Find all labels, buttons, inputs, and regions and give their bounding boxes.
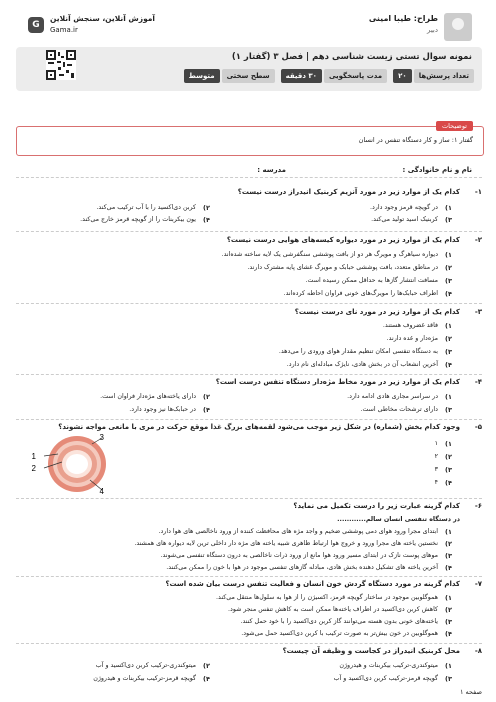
divider <box>16 643 482 644</box>
meta-value-count: ۲۰ <box>393 69 412 83</box>
question-number: ۶- <box>474 502 482 510</box>
question-text: محل کربنیک انیدراز در کجاست و وظیفه آن چیست؟ <box>282 647 460 655</box>
option-text[interactable]: میتوکندری-ترکیب بیکربنات و هیدروژن <box>339 662 438 669</box>
figure-label-4: 4 <box>99 487 104 496</box>
option-number: ۲) <box>445 606 452 614</box>
student-name-label: نام و نام خانوادگی : <box>402 166 472 174</box>
divider <box>16 498 482 499</box>
option-text[interactable]: مژه‌دار و غده دارند. <box>386 335 438 342</box>
option-number: ۳) <box>445 675 452 683</box>
option-number: ۱) <box>445 662 452 670</box>
gama-logo: G <box>28 17 44 33</box>
divider <box>16 231 482 232</box>
option-text[interactable]: فاقد غضروف هستند. <box>382 322 438 329</box>
esophagus-cross-section-figure <box>22 432 112 496</box>
option-text[interactable]: در مناطق متعدد، بافت پوششی حبابک و مویرگ غشای پایه مشترک دارند. <box>247 264 438 271</box>
question-text: وجود کدام بخش (شماره) در شکل زیر موجب می‌شود لقمه‌های بزرگ غذا موقع حرکت در مری با مانعی مواجه نشوند؟ <box>58 423 460 431</box>
option-number: ۳) <box>445 466 452 474</box>
question-number: ۷- <box>474 580 482 588</box>
option-text[interactable]: ابتدای مجرا ورود هوای دمی پوششی ضخیم و واجد مژه های محافظت کننده از ورود ناخالصی های هوا دارد. <box>158 528 438 535</box>
option-text[interactable]: ۲ <box>434 453 438 460</box>
option-number: ۲) <box>203 662 210 670</box>
option-number: ۱) <box>445 204 452 212</box>
page-number: صفحه ۱ <box>459 688 482 696</box>
divider <box>16 419 482 420</box>
description-box <box>16 122 484 156</box>
option-number: ۲) <box>445 540 452 548</box>
option-number: ۳) <box>445 406 452 414</box>
option-number: ۱) <box>445 528 452 536</box>
option-text[interactable]: ۱ <box>434 440 438 447</box>
option-number: ۳) <box>445 618 452 626</box>
option-text[interactable]: کربن دی‌اکسید را با آب ترکیب می‌کند. <box>96 204 196 211</box>
meta-value-time: ۳۰ دقیقه <box>281 69 322 83</box>
option-text[interactable]: یاخته‌های خونی بدون هسته می‌توانند گاز کربن دی‌اکسید را با خود حمل کنند. <box>240 618 438 625</box>
figure-label-2: 2 <box>31 464 36 473</box>
option-number: ۱) <box>445 440 452 448</box>
option-number: ۴) <box>445 564 452 572</box>
divider <box>16 374 482 375</box>
option-number: ۳) <box>445 216 452 224</box>
meta-value-level: متوسط <box>184 69 220 83</box>
option-number: ۱) <box>445 594 452 602</box>
option-number: ۴) <box>445 361 452 369</box>
option-text[interactable]: ۴ <box>434 479 438 486</box>
exam-meta <box>178 69 474 83</box>
question-text: کدام یک از موارد زیر در مورد مخاط مژه‌دار دستگاه تنفس درست است؟ <box>215 378 460 386</box>
question-text: کدام یک از موارد زیر در مورد دیواره کیسه‌های هوایی درست نیست؟ <box>226 236 460 244</box>
option-text[interactable]: مسافت انتشار گازها به حداقل ممکن رسیده است. <box>305 277 438 284</box>
option-text[interactable]: هموگلوبین در خون بیش‌تر به صورت ترکیب با کربن دی‌اکسید حمل می‌شود. <box>241 630 438 637</box>
question-text: کدام گزینه در مورد دستگاه گردش خون انسان و فعالیت تنفس درست بیان شده است؟ <box>165 580 460 588</box>
question-text: کدام گزینه عبارت زیر را درست تکمیل می نماید؟ <box>293 502 460 510</box>
option-text[interactable]: در سراسر مجاری هادی ادامه دارد. <box>347 393 438 400</box>
question-number: ۳- <box>474 308 482 316</box>
question-stem: در دستگاه تنفسی انسان سالم............ <box>337 516 460 523</box>
option-number: ۱) <box>445 251 452 259</box>
question-number: ۴- <box>474 378 482 386</box>
option-text[interactable]: در گویچه قرمز وجود دارد. <box>369 204 438 211</box>
meta-label-level: سطح سختی <box>222 69 275 83</box>
site-name: آموزش آنلاین، سنجش آنلاین <box>50 14 156 23</box>
exam-title: نمونه سوال تستی زیست شناسی دهم | فصل ۳ (گفتار ۱) <box>231 52 472 62</box>
option-text[interactable]: نخستین یاخته های مجرا ورود و خروج هوا ارتباط ظاهری شبیه یاخته های مژه دار داخلی ترین لایه دیواره های همشند. <box>134 540 438 547</box>
option-text[interactable]: گویچه قرمز-ترکیب بیکربنات و هیدروژن <box>93 675 196 682</box>
question-text: کدام یک از موارد زیر در مورد نای درست نیست؟ <box>294 308 460 316</box>
site-url[interactable]: Gama.ir <box>50 26 78 34</box>
option-number: ۲) <box>445 335 452 343</box>
option-number: ۴) <box>445 290 452 298</box>
divider <box>16 303 482 304</box>
option-text[interactable]: آخرین انشعاب آن در بخش هادی، نایژک مبادله‌ای نام دارد. <box>286 361 438 368</box>
option-number: ۴) <box>203 406 210 414</box>
option-text[interactable]: هموگلوبین موجود در ساختار گویچه قرمز، اکسیژن را از هوا به سلول‌ها منتقل می‌کند. <box>216 594 438 601</box>
description-text: گفتار ۱: ساز و کار دستگاه تنفس در انسان <box>358 136 473 144</box>
author-avatar <box>444 13 472 41</box>
question-number: ۱- <box>474 188 482 196</box>
meta-label-count: تعداد پرسش‌ها <box>414 69 474 83</box>
author-name: طراح: طیبا امینی <box>368 14 438 23</box>
option-number: ۲) <box>203 393 210 401</box>
option-number: ۲) <box>445 264 452 272</box>
option-number: ۴) <box>445 479 452 487</box>
school-label: مدرسه : <box>257 166 286 174</box>
option-number: ۴) <box>203 675 210 683</box>
qr-code-icon <box>46 50 76 80</box>
option-text[interactable]: اطراف حبابک‌ها را مویرگ‌های خونی فراوان احاطه کرده‌اند. <box>283 290 438 297</box>
option-number: ۲) <box>445 453 452 461</box>
option-text[interactable]: دیواره سیاهرگ و مویرگ هر دو از بافت پوششی سنگفرشی یک لایه ساخته شده‌اند. <box>221 251 438 258</box>
option-number: ۲) <box>203 204 210 212</box>
figure-label-1: 1 <box>31 452 36 461</box>
divider <box>16 177 482 178</box>
author-role: دبیر <box>426 26 438 34</box>
option-text[interactable]: یون بیکربنات را از گویچه قرمز خارج می‌کند. <box>80 216 196 223</box>
option-text[interactable]: کاهش کربن دی‌اکسید در اطراف یاخته‌ها ممکن است به کاهش تنفس منجر شود. <box>228 606 438 613</box>
meta-label-time: مدت پاسخگویی <box>324 69 387 83</box>
option-text[interactable]: در حبابک‌ها نیز وجود دارد. <box>129 406 196 413</box>
divider <box>16 576 482 577</box>
option-number: ۴) <box>203 216 210 224</box>
option-number: ۳) <box>445 348 452 356</box>
figure-label-3: 3 <box>99 433 104 442</box>
option-number: ۳) <box>445 552 452 560</box>
question-number: ۸- <box>474 647 482 655</box>
option-text[interactable]: به دستگاه تنفسی امکان تنظیم مقدار هوای ورودی را می‌دهد. <box>278 348 438 355</box>
header <box>0 0 496 98</box>
option-number: ۴) <box>445 630 452 638</box>
question-text: کدام یک از موارد زیر در مورد آنزیم کربنیک انیدراز درست نیست؟ <box>237 188 460 196</box>
option-text[interactable]: موهای پوست نازک در ابتدای مسیر ورود هوا مانع از ورود ذرات ناخالصی به درون دستگاه تنفسی می‌شوند. <box>160 552 438 559</box>
option-text[interactable]: دارای ترشحات مخاطی است. <box>360 406 438 413</box>
option-text[interactable]: ۳ <box>434 466 438 473</box>
option-number: ۱) <box>445 322 452 330</box>
option-text[interactable]: آخرین یاخته های تشکیل دهنده بخش هادی، مبادله گازهای تنفسی موجود در هوا با خون را ممکن می‌کنند. <box>166 564 438 571</box>
option-text[interactable]: دارای یاخته‌های مژه‌دار فراوان است. <box>100 393 196 400</box>
option-text[interactable]: کربنیک اسید تولید می‌کند. <box>371 216 438 223</box>
option-text[interactable]: میتوکندری-ترکیب کربن دی‌اکسید و آب <box>95 662 196 669</box>
option-text[interactable]: گویچه قرمز-ترکیب کربن دی‌اکسید و آب <box>333 675 438 682</box>
description-tag: توضیحات <box>436 121 473 131</box>
option-number: ۱) <box>445 393 452 401</box>
question-number: ۵- <box>474 423 482 431</box>
question-number: ۲- <box>474 236 482 244</box>
option-number: ۳) <box>445 277 452 285</box>
